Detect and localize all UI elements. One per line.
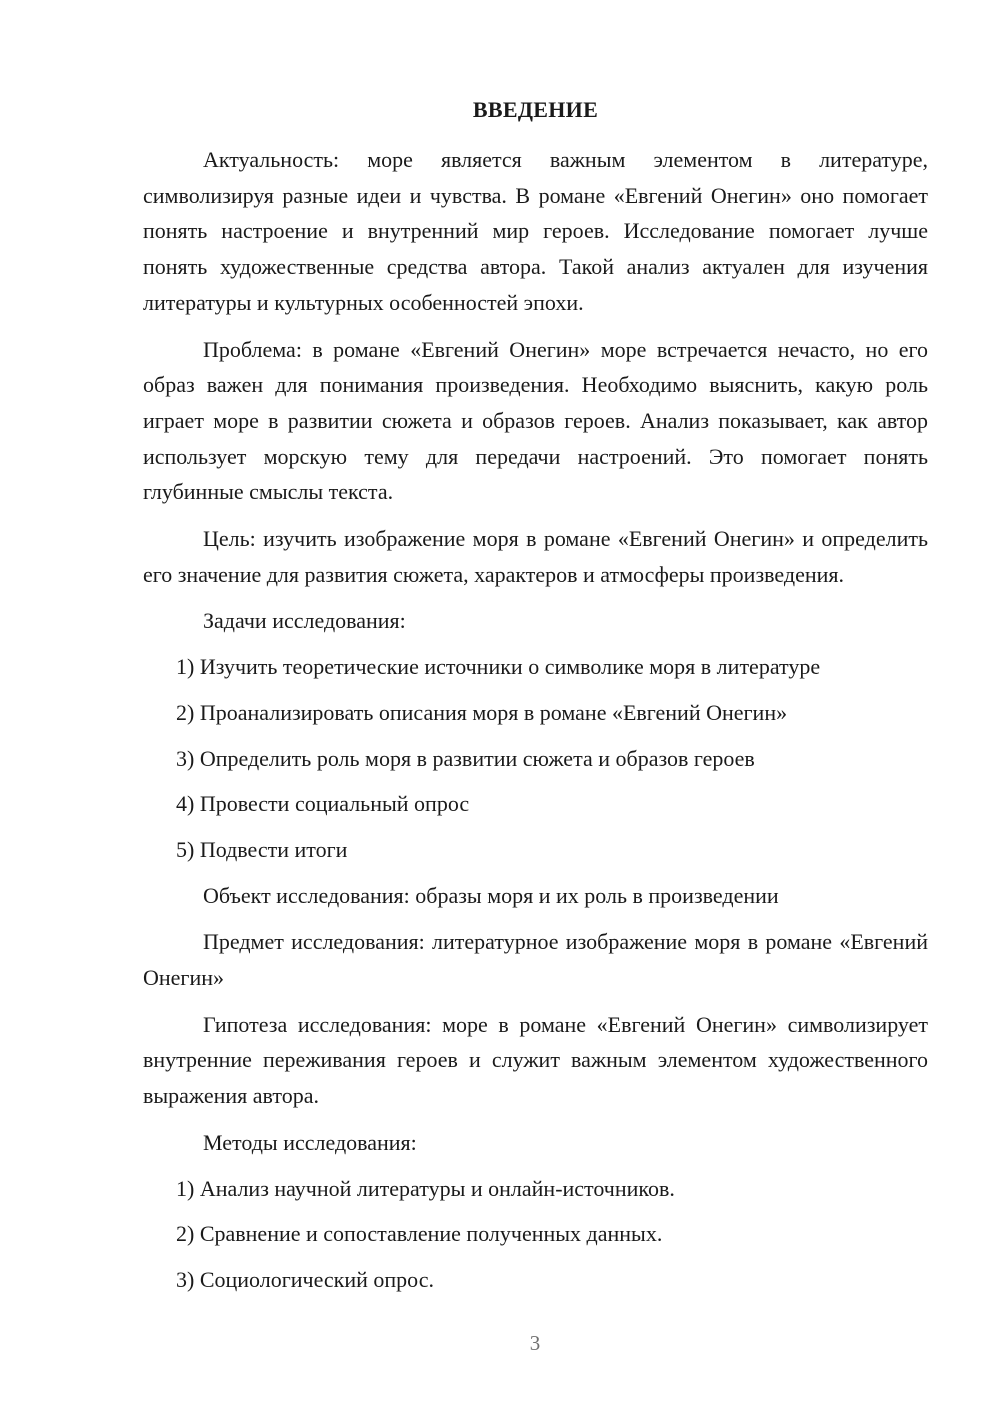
object-paragraph: Объект исследования: образы моря и их роль в произведении	[203, 882, 779, 908]
method-item: 2) Сравнение и сопоставление полученных данных.	[176, 1221, 663, 1247]
method-item: 1) Анализ научной литературы и онлайн-источников.	[176, 1175, 675, 1201]
document-page	[143, 96, 928, 1308]
page-number: 3	[529, 1331, 541, 1355]
hypothesis-paragraph: Гипотеза исследования: море в романе «Евгений Онегин» символизирует внутренние переживания героев и служит важным элементом художественного выражения автора.	[143, 1011, 928, 1109]
methods-label: Методы исследования:	[203, 1129, 417, 1155]
section-title: ВВЕДЕНИЕ	[472, 97, 599, 122]
task-item: 4) Провести социальный опрос	[176, 791, 470, 817]
task-item: 1) Изучить теоретические источники о символике моря в литературе	[176, 654, 821, 680]
subject-paragraph: Предмет исследования: литературное изображение моря в романе «Евгений Онегин»	[143, 929, 928, 991]
methods-list	[143, 1171, 928, 1298]
method-item: 3) Социологический опрос.	[176, 1266, 434, 1292]
relevance-paragraph: Актуальность: море является важным элементом в литературе, символизируя разные идеи и чувства. В романе «Евгений Онегин» оно помогает понять настроение и внутренний мир героев. Исследование помогает лучше понять художественные средства автора. Такой анализ актуален для изучения литературы и культурных особенностей эпохи.	[143, 147, 928, 315]
tasks-list	[143, 649, 928, 868]
task-item: 5) Подвести итоги	[176, 836, 348, 862]
goal-paragraph: Цель: изучить изображение моря в романе «Евгений Онегин» и определить его значение для развития сюжета, характеров и атмосферы произведения.	[143, 526, 928, 587]
problem-paragraph: Проблема: в романе «Евгений Онегин» море встречается нечасто, но его образ важен для понимания произведения. Необходимо выяснить, какую роль играет море в развитии сюжета и образов героев. Анализ показывает, как автор использует морскую тему для передачи настроений. Это помогает понять глубинные смыслы текста.	[143, 336, 928, 505]
tasks-label: Задачи исследования:	[203, 608, 406, 634]
task-item: 2) Проанализировать описания моря в романе «Евгений Онегин»	[176, 699, 788, 725]
task-item: 3) Определить роль моря в развитии сюжета и образов героев	[176, 745, 755, 771]
